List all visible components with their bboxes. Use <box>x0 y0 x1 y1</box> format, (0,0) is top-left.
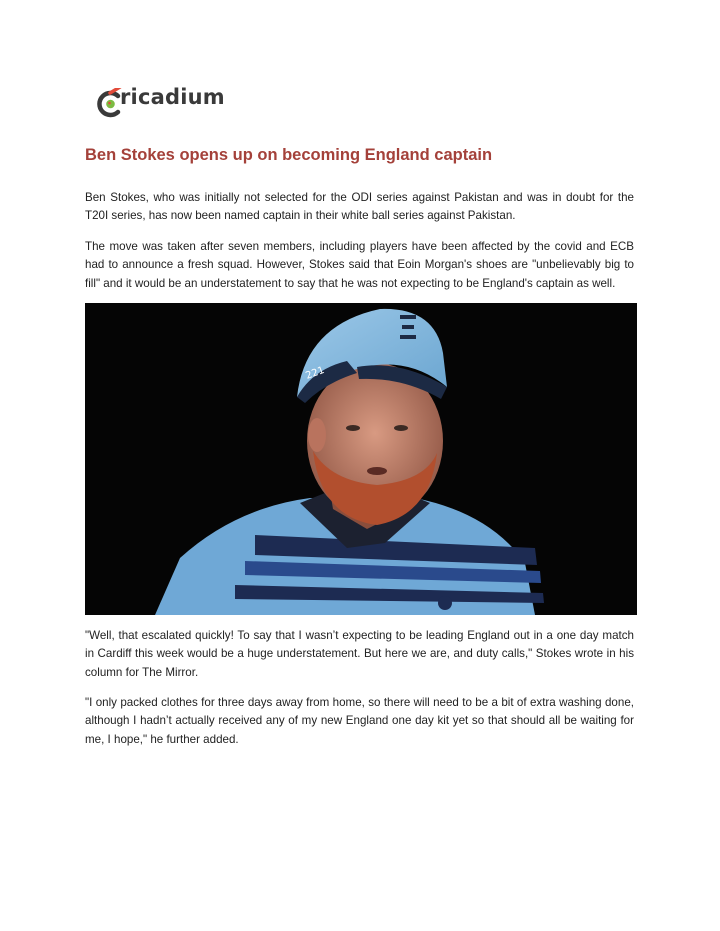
article-paragraph-2: The move was taken after seven members, including players have been affected by the covid and ECB had to announce a fresh squad. However, Stokes said that Eoin Morgan's shoes are "unbelievably big to fill" and it would be an understatement to say that he was not expecting to be England's captain as well. <box>85 240 634 290</box>
article-paragraph-1: Ben Stokes, who was initially not selected for the ODI series against Pakistan and was in doubt for the T20I series, has now been named captain in their white ball series against Pakistan. <box>85 191 634 223</box>
article-paragraph-3: "Well, that escalated quickly! To say that I wasn’t expecting to be leading England out in a one day match in Cardiff this week would be a huge understatement. But here we are, and duty calls," Stokes wrote in his column for The Mirror. <box>85 629 634 679</box>
england-crest-icon <box>400 315 416 339</box>
cap-number: 221 <box>304 364 326 382</box>
article-title: Ben Stokes opens up on becoming England captain <box>85 146 493 164</box>
logo-text: ricadium <box>120 85 225 109</box>
shirt-crest-icon <box>438 596 452 610</box>
cricadium-logo[interactable] <box>96 82 225 118</box>
ben-stokes-photo <box>85 303 637 615</box>
article-paragraph-4: "I only packed clothes for three days away from home, so there will need to be a bit of extra washing done, although I hadn’t actually received any of my new England one day kit yet so that should all be waiting for me, I hope," he further added. <box>85 696 634 746</box>
